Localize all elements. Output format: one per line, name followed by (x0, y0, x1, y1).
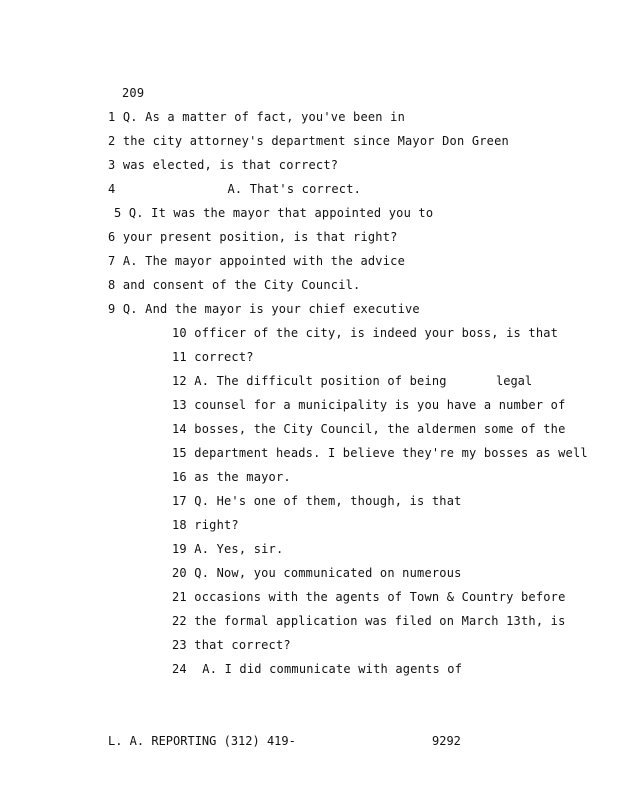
line-text: Q. He's one of them, though, is that (194, 494, 462, 508)
line-number: 21 (172, 590, 187, 604)
transcript-line (108, 206, 433, 220)
transcript-line (172, 470, 291, 484)
line-trailing-word: legal (496, 374, 533, 388)
line-number: 5 (114, 206, 122, 220)
line-number: 7 (108, 254, 116, 268)
line-number: 9 (108, 302, 116, 316)
line-text: Q. And the mayor is your chief executive (122, 302, 420, 316)
transcript-line (172, 374, 447, 388)
transcript-line (108, 158, 338, 172)
line-text: A. The mayor appointed with the advice (122, 254, 406, 268)
line-number: 16 (172, 470, 187, 484)
transcript-line (172, 662, 462, 676)
line-text: officer of the city, is indeed your boss, is that (194, 326, 559, 340)
line-text: was elected, is that correct? (122, 158, 339, 172)
transcript-line (108, 230, 398, 244)
transcript-line (108, 254, 405, 268)
line-text: Q. As a matter of fact, you've been in (122, 110, 406, 124)
line-text: that correct? (194, 638, 291, 652)
line-text: your present position, is that right? (122, 230, 398, 244)
line-number: 13 (172, 398, 187, 412)
line-number: 1 (108, 110, 116, 124)
line-text: bosses, the City Council, the aldermen some of the (194, 422, 566, 436)
transcript-line (172, 494, 462, 508)
line-number: 12 (172, 374, 187, 388)
line-number: 10 (172, 326, 187, 340)
line-text: correct? (194, 350, 254, 364)
line-number: 14 (172, 422, 187, 436)
line-text: Q. Now, you communicated on numerous (194, 566, 462, 580)
transcript-line (172, 638, 291, 652)
footer-phone-suffix: 9292 (432, 734, 461, 748)
line-number: 4 (108, 182, 116, 196)
transcript-line (108, 134, 509, 148)
line-text: A. I did communicate with agents of (202, 662, 463, 676)
line-text: and consent of the City Council. (122, 278, 361, 292)
line-text: the city attorney's department since Mayor Don Green (122, 134, 509, 148)
line-number: 19 (172, 542, 187, 556)
line-number: 23 (172, 638, 187, 652)
line-text: counsel for a municipality is you have a number of (194, 398, 566, 412)
transcript-line (172, 566, 462, 580)
line-number: 22 (172, 614, 187, 628)
line-number: 24 (172, 662, 187, 676)
line-number: 17 (172, 494, 187, 508)
line-number: 18 (172, 518, 187, 532)
line-number: 11 (172, 350, 187, 364)
transcript-line (172, 350, 254, 364)
line-text: A. That's correct. (227, 182, 362, 196)
transcript-line (108, 278, 360, 292)
transcript-line (172, 446, 588, 460)
transcript-line (172, 398, 566, 412)
line-text: A. The difficult position of being (194, 374, 447, 388)
transcript-line (172, 518, 239, 532)
transcript-line (108, 182, 361, 196)
line-text: the formal application was filed on March 13th, is (194, 614, 566, 628)
transcript-line (172, 590, 566, 604)
line-text: occasions with the agents of Town & Country before (194, 590, 566, 604)
line-number: 15 (172, 446, 187, 460)
line-number: 20 (172, 566, 187, 580)
line-text: right? (194, 518, 239, 532)
page-number: 209 (122, 86, 145, 100)
transcript-line (172, 614, 566, 628)
line-number: 2 (108, 134, 116, 148)
line-number: 8 (108, 278, 116, 292)
line-number: 6 (108, 230, 116, 244)
line-text: Q. It was the mayor that appointed you to (128, 206, 434, 220)
line-number: 3 (108, 158, 116, 172)
line-text: A. Yes, sir. (194, 542, 284, 556)
transcript-line (108, 302, 420, 316)
footer-reporter: L. A. REPORTING (312) 419- (108, 734, 296, 748)
line-text: department heads. I believe they're my bosses as well (194, 446, 588, 460)
transcript-line (172, 326, 558, 340)
transcript-line (108, 110, 405, 124)
transcript-line (172, 422, 566, 436)
transcript-line (172, 542, 283, 556)
line-text: as the mayor. (194, 470, 291, 484)
